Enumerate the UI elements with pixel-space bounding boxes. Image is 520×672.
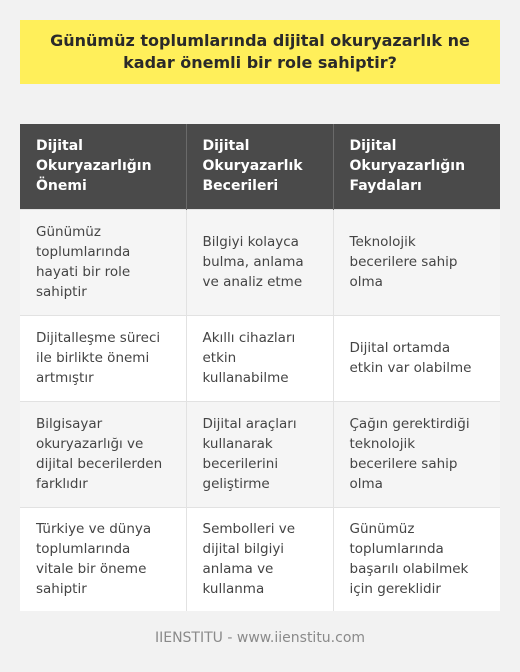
table-cell: Dijitalleşme süreci ile birlikte önemi artmıştır bbox=[20, 315, 186, 401]
table-cell: Çağın gerektirdiği teknolojik becerilere sahip olma bbox=[333, 401, 500, 507]
table-cell: Dijital ortamda etkin var olabilme bbox=[333, 315, 500, 401]
footer-credit: IIENSTITU - www.iienstitu.com bbox=[154, 630, 366, 646]
info-table-container bbox=[20, 124, 500, 611]
table-cell: Akıllı cihazları etkin kullanabilme bbox=[186, 315, 333, 401]
table-header-row bbox=[20, 124, 500, 209]
table-cell: Sembolleri ve dijital bilgiyi anlama ve kullanma bbox=[186, 507, 333, 611]
column-header-skills: Dijital Okuryazarlık Becerileri bbox=[186, 124, 333, 209]
table-cell: Teknolojik becerilere sahip olma bbox=[333, 209, 500, 315]
title-banner bbox=[20, 20, 500, 84]
table-row bbox=[20, 401, 500, 507]
table-row bbox=[20, 209, 500, 315]
table-cell: Günümüz toplumlarında başarılı olabilmek için gereklidir bbox=[333, 507, 500, 611]
table-cell: Günümüz toplumlarında hayati bir role sahiptir bbox=[20, 209, 186, 315]
info-table bbox=[20, 124, 500, 611]
column-header-benefits: Dijital Okuryazarlığın Faydaları bbox=[333, 124, 500, 209]
table-cell: Dijital araçları kullanarak becerilerini geliştirme bbox=[186, 401, 333, 507]
column-header-importance: Dijital Okuryazarlığın Önemi bbox=[20, 124, 186, 209]
page-title: Günümüz toplumlarında dijital okuryazarlık ne kadar önemli bir role sahiptir? bbox=[50, 31, 470, 72]
table-cell: Bilgiyi kolayca bulma, anlama ve analiz etme bbox=[186, 209, 333, 315]
table-cell: Bilgisayar okuryazarlığı ve dijital becerilerden farklıdır bbox=[20, 401, 186, 507]
table-row bbox=[20, 315, 500, 401]
table-cell: Türkiye ve dünya toplumlarında vitale bir öneme sahiptir bbox=[20, 507, 186, 611]
table-row bbox=[20, 507, 500, 611]
